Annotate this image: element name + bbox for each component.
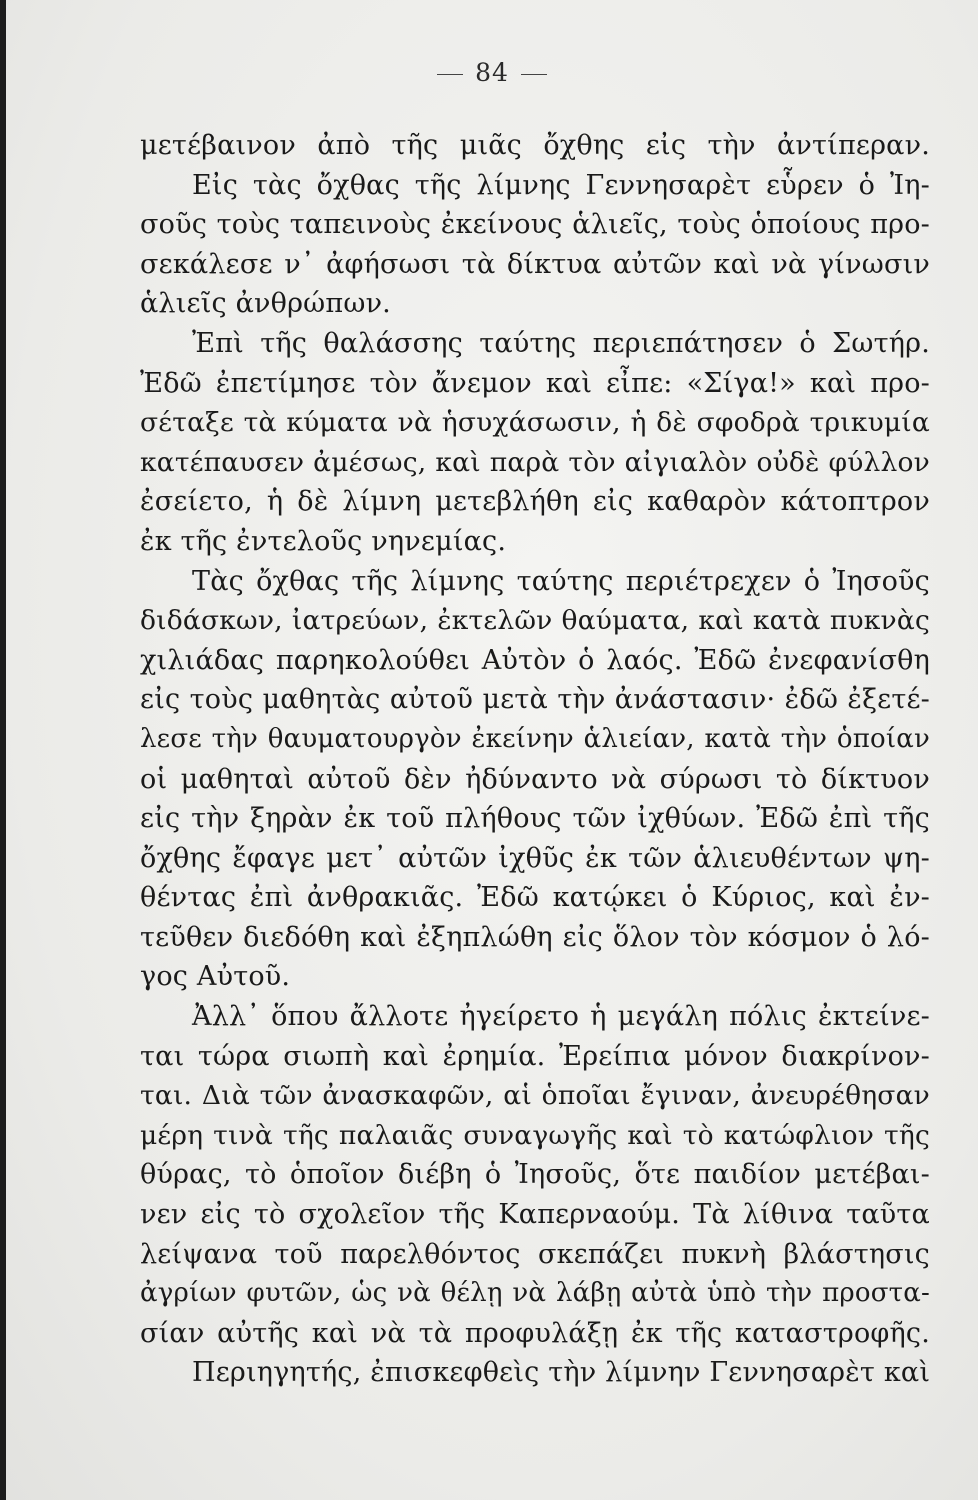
text-line: ὄχθης ἔφαγε μετ᾽ αὐτῶν ἰχθῦς ἐκ τῶν ἁλιευθέντων ψη- [140,842,930,874]
left-dash [437,74,463,75]
text-line: διδάσκων, ἰατρεύων, ἐκτελῶν θαύματα, καὶ κατὰ πυκνὰς [140,605,930,637]
text-line: εἰς τοὺς μαθητὰς αὐτοῦ μετὰ τὴν ἀνάστασιν· ἐδῶ ἐξετέ- [140,684,930,716]
text-line: τεῦθεν διεδόθη καὶ ἐξηπλώθη εἰς ὅλον τὸν κόσμον ὁ λό- [140,921,930,953]
text-line: εἰς τὴν ξηρὰν ἐκ τοῦ πλήθους τῶν ἰχθύων. Ἐδῶ ἐπὶ τῆς [140,803,930,835]
text-line: Ἐπὶ τῆς θαλάσσης ταύτης περιεπάτησεν ὁ Σωτήρ. [192,327,930,359]
text-line: θέντας ἐπὶ ἀνθρακιᾶς. Ἐδῶ κατῴκει ὁ Κύριος, καὶ ἐν- [140,882,930,914]
page-number: 84 [475,58,509,87]
text-line: ται. Διὰ τῶν ἀνασκαφῶν, αἱ ὁποῖαι ἔγιναν, ἀνευρέθησαν [140,1080,930,1112]
text-line: ἀγρίων φυτῶν, ὡς νὰ θέλῃ νὰ λάβῃ αὐτὰ ὑπὸ τὴν προστα- [140,1278,930,1309]
text-line: μετέβαινον ἀπὸ τῆς μιᾶς ὄχθης εἰς τὴν ἀντίπεραν. [140,130,930,161]
text-line: λείψανα τοῦ παρελθόντος σκεπάζει πυκνὴ βλάστησις [140,1238,930,1270]
text-line: νεν εἰς τὸ σχολεῖον τῆς Καπερναούμ. Τὰ λίθινα ταῦτα [140,1199,930,1231]
text-line: Εἰς τὰς ὄχθας τῆς λίμνης Γεννησαρὲτ εὗρεν ὁ Ἰη- [192,169,930,201]
text-line: ται τώρα σιωπὴ καὶ ἐρημία. Ἐρείπια μόνον διακρίνον- [140,1040,930,1072]
text-line: ἐσείετο, ἡ δὲ λίμνη μετεβλήθη εἰς καθαρὸν κάτοπτρον [140,486,930,518]
text-line: γος Αὐτοῦ. [140,961,291,993]
text-line: χιλιάδας παρηκολούθει Αὐτὸν ὁ λαός. Ἐδῶ ἐνεφανίσθη [140,644,930,676]
text-line: λεσε τὴν θαυματουργὸν ἐκείνην ἁλιείαν, κατὰ τὴν ὁποίαν [140,723,930,754]
text-line: κατέπαυσεν ἀμέσως, καὶ παρὰ τὸν αἰγιαλὸν οὐδὲ φύλλον [140,446,930,478]
text-line: θύρας, τὸ ὁποῖον διέβη ὁ Ἰησοῦς, ὅτε παιδίον μετέβαι- [140,1159,930,1191]
page-number-header [6,58,978,87]
text-line: Ἐδῶ ἐπετίμησε τὸν ἄνεμον καὶ εἶπε: «Σίγα!» καὶ προ- [140,367,930,399]
text-line: Τὰς ὄχθας τῆς λίμνης ταύτης περιέτρεχεν ὁ Ἰησοῦς [192,565,930,597]
text-line: μέρη τινὰ τῆς παλαιᾶς συναγωγῆς καὶ τὸ κατώφλιον τῆς [140,1119,930,1151]
text-line: οἱ μαθηταὶ αὐτοῦ δὲν ἠδύναντο νὰ σύρωσι τὸ δίκτυον [140,763,930,795]
text-line: ἐκ τῆς ἐντελοῦς νηνεμίας. [140,525,507,557]
text-line: σεκάλεσε ν᾽ ἀφήσωσι τὰ δίκτυα αὐτῶν καὶ νὰ γίνωσιν [140,248,930,280]
text-line: Ἀλλ᾽ ὅπου ἄλλοτε ἠγείρετο ἡ μεγάλη πόλις ἐκτείνε- [192,1001,930,1033]
text-line: σίαν αὐτῆς καὶ νὰ τὰ προφυλάξῃ ἐκ τῆς καταστροφῆς. [140,1317,930,1349]
right-dash [521,74,547,75]
text-line: σέταξε τὰ κύματα νὰ ἡσυχάσωσιν, ἡ δὲ σφοδρὰ τρικυμία [140,407,930,439]
book-page [6,0,978,1500]
text-line: ἁλιεῖς ἀνθρώπων. [140,288,391,320]
text-line: Περιηγητής, ἐπισκεφθεὶς τὴν λίμνην Γεννησαρὲτ καὶ [192,1357,930,1389]
body-text [140,126,930,1393]
text-line: σοῦς τοὺς ταπεινοὺς ἐκείνους ἁλιεῖς, τοὺς ὁποίους προ- [140,209,930,241]
